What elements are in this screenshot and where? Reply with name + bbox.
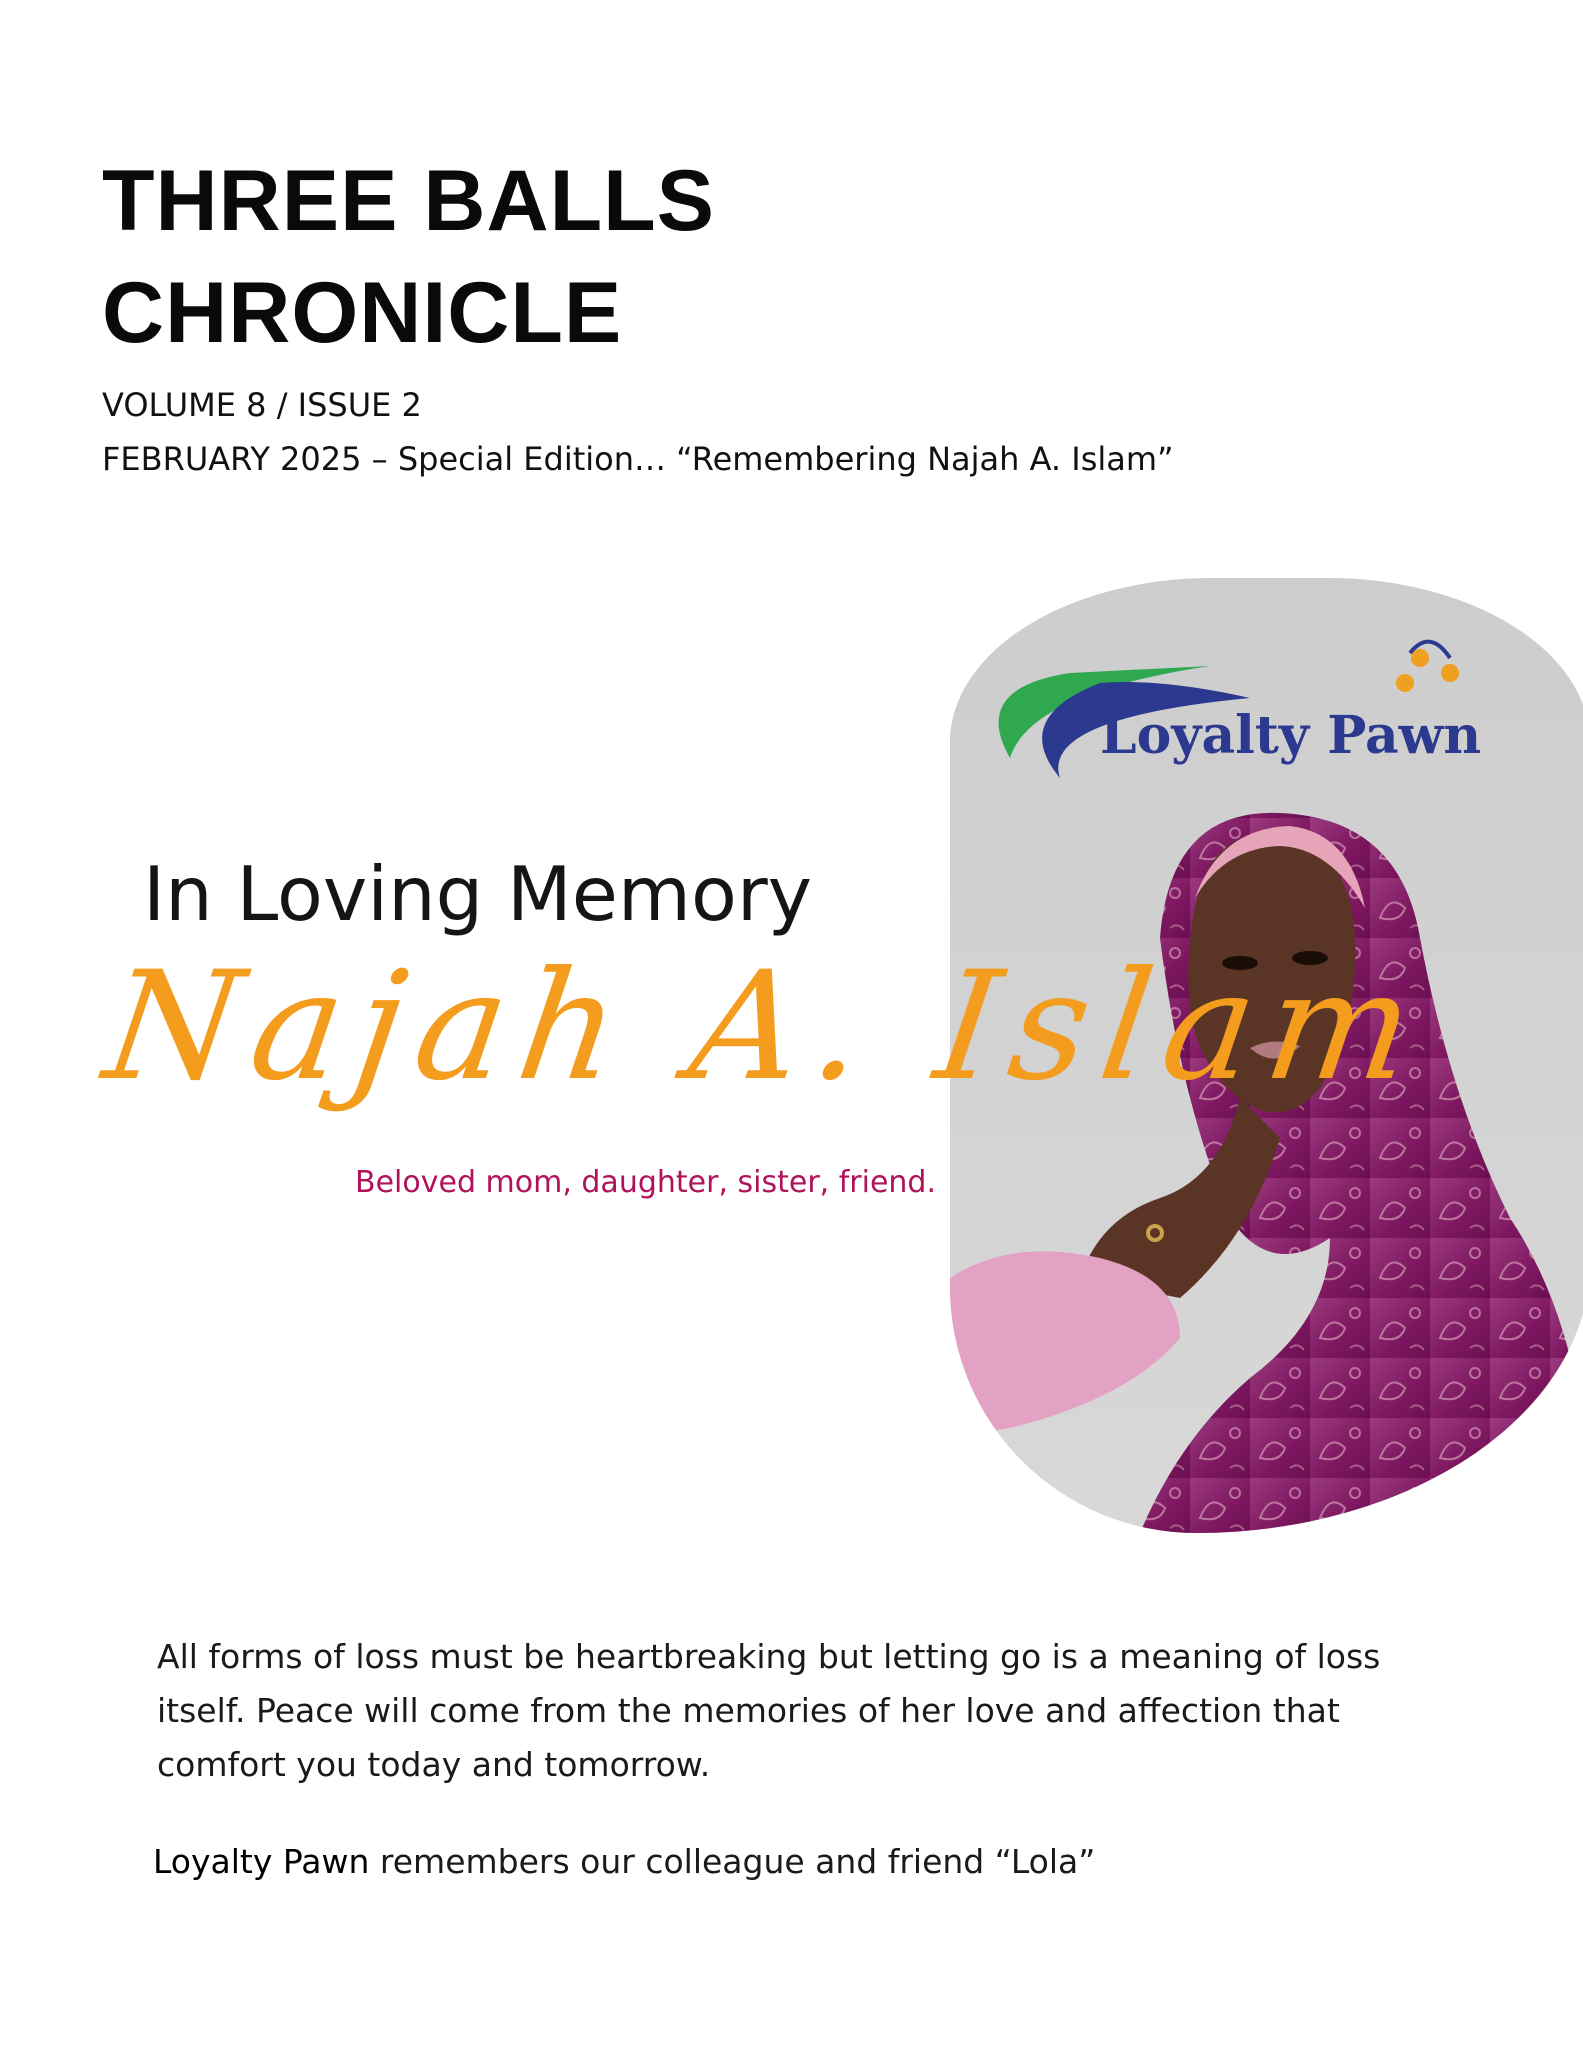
volume-issue: VOLUME 8 / ISSUE 2 <box>102 386 422 424</box>
memorial-tagline: Beloved mom, daughter, sister, friend. <box>355 1165 937 1200</box>
masthead-line-1: THREE BALLS <box>102 153 715 249</box>
issue-info <box>102 378 1174 486</box>
masthead-line-2: CHRONICLE <box>102 265 623 361</box>
closing-text: remembers our colleague and friend “Lola” <box>369 1842 1096 1881</box>
brand-name: Loyalty Pawn <box>153 1842 370 1881</box>
closing-line <box>153 1842 1095 1881</box>
message-line-3: comfort you today and tomorrow. <box>157 1745 711 1784</box>
memorial-name: Najah A. Islam <box>95 940 1437 1114</box>
newsletter-masthead <box>102 145 715 369</box>
message-line-1: All forms of loss must be heartbreaking but letting go is a meaning of loss <box>157 1637 1381 1676</box>
memorial-heading: In Loving Memory <box>143 850 813 938</box>
sign-text: Loyalty Pawn <box>1100 705 1482 766</box>
condolence-message <box>157 1630 1397 1792</box>
message-line-2: itself. Peace will come from the memories of her love and affection that <box>157 1691 1340 1730</box>
edition-line: FEBRUARY 2025 – Special Edition… “Remembering Najah A. Islam” <box>102 440 1174 478</box>
